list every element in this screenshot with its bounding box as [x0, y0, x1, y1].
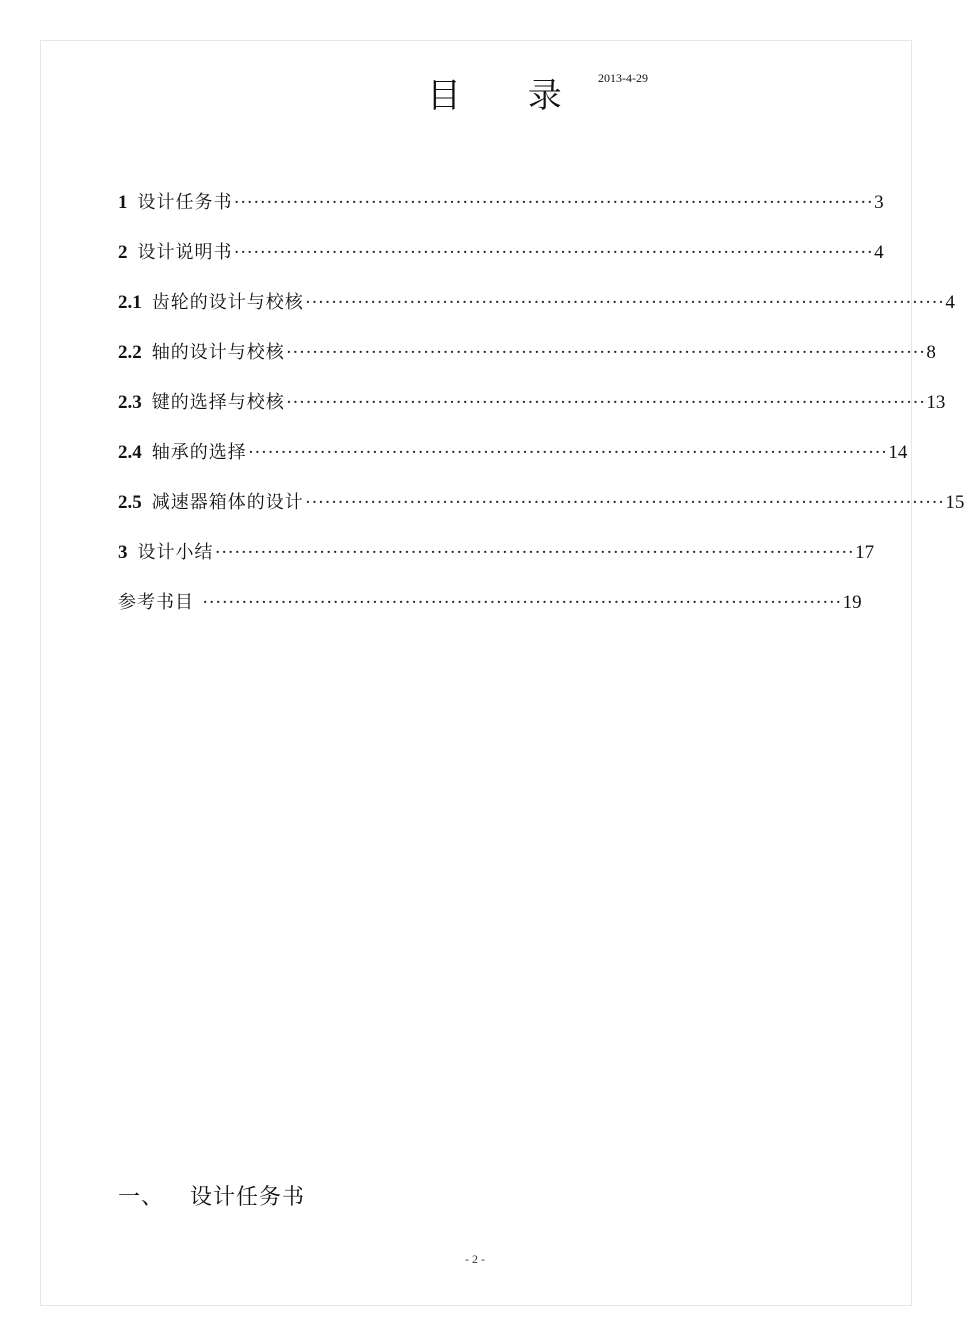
- toc-dot-leader: ··································································································: [247, 442, 888, 463]
- toc-entry-number: 2: [118, 242, 128, 263]
- section-title: 设计任务书: [190, 1185, 306, 1210]
- toc-entry-title: 轴承的选择: [151, 442, 247, 463]
- toc-entry-number: 2.3: [118, 392, 142, 413]
- toc-entry-number: 2.2: [118, 342, 142, 363]
- toc-entry-title: 设计任务书: [137, 192, 233, 213]
- page-title: 目 录: [427, 76, 590, 116]
- toc-entry-2-4[interactable]: [118, 438, 908, 468]
- toc-entry-references[interactable]: [118, 588, 862, 618]
- toc-entry-number: 2.4: [118, 442, 142, 463]
- toc-dot-leader: ··································································································: [214, 542, 855, 563]
- toc-entry-page: 4: [945, 292, 955, 313]
- toc-entry-title: 减速器箱体的设计: [151, 492, 304, 513]
- toc-entry-number: 2.5: [118, 492, 142, 513]
- toc-entry-2-3[interactable]: [118, 388, 946, 418]
- toc-entry-page: 3: [874, 192, 884, 213]
- section-number: 一、: [118, 1185, 165, 1210]
- toc-entry-page: 14: [888, 442, 908, 463]
- toc-entry-page: 19: [842, 592, 862, 613]
- toc-entry-2-2[interactable]: [118, 338, 936, 368]
- toc-entry-title: 设计说明书: [137, 242, 233, 263]
- toc-entry-page: 15: [945, 492, 964, 513]
- toc-entry-2-1[interactable]: [118, 288, 955, 318]
- section-heading: [118, 1182, 305, 1214]
- toc-entry-title: 参考书目: [118, 592, 194, 613]
- document-page: [40, 40, 912, 1306]
- toc-entry-1[interactable]: [118, 188, 884, 218]
- toc-dot-leader: ··································································································: [304, 292, 945, 313]
- toc-entry-title: 齿轮的设计与校核: [151, 292, 304, 313]
- toc-entry-page: 17: [855, 542, 875, 563]
- toc-entry-title: 轴的设计与校核: [151, 342, 285, 363]
- toc-dot-leader: ··································································································: [202, 592, 842, 613]
- toc-entry-number: 2.1: [118, 292, 142, 313]
- toc-entry-3[interactable]: [118, 538, 875, 568]
- toc-dot-leader: ··································································································: [304, 492, 945, 513]
- toc-entry-2-5[interactable]: [118, 488, 964, 518]
- toc-entry-2[interactable]: [118, 238, 884, 268]
- page-number-footer: - 2 -: [465, 1252, 485, 1266]
- toc-entry-number: 3: [118, 542, 128, 563]
- toc-entry-page: 4: [874, 242, 884, 263]
- header-date: 2013-4-29: [598, 71, 648, 85]
- toc-dot-leader: ··································································································: [285, 342, 926, 363]
- toc-entry-title: 键的选择与校核: [151, 392, 285, 413]
- toc-dot-leader: ··································································································: [233, 242, 874, 263]
- toc-entry-title: 设计小结: [137, 542, 214, 563]
- toc-dot-leader: ··································································································: [285, 392, 926, 413]
- toc-entry-page: 13: [926, 392, 946, 413]
- toc-entry-page: 8: [926, 342, 936, 363]
- toc-entry-number: 1: [118, 192, 128, 213]
- toc-dot-leader: ··································································································: [233, 192, 874, 213]
